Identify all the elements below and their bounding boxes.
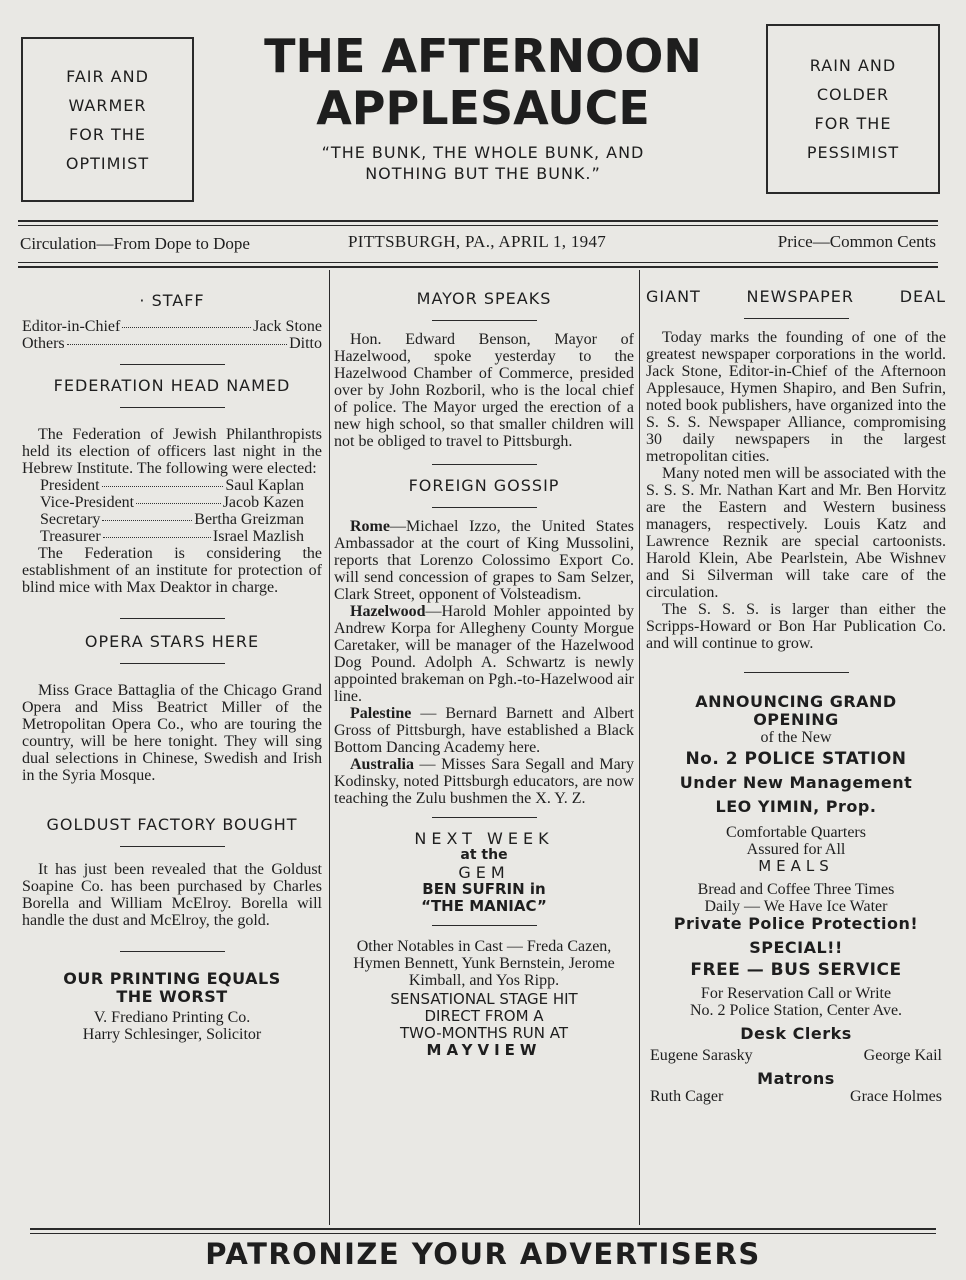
gem-hit-line2: DIRECT FROM A <box>424 1007 544 1025</box>
police-quarters-line1: Comfortable Quarters <box>726 824 866 841</box>
gem-mayview: MAYVIEW <box>426 1041 542 1059</box>
gossip-item: Rome—Michael Izzo, the United States Ambassador at the court of King Mussolini, reports that Lorenzo Colossimo Export Co. will send concession of grapes to Sam Selzer, Clark Street, opponent of Volsteadism. <box>334 518 634 603</box>
gossip-place: Palestine <box>350 705 412 722</box>
section-divider <box>120 618 225 619</box>
police-reserve-line2: No. 2 Police Station, Center Ave. <box>689 1002 903 1019</box>
officer-value: Israel Mazlish <box>212 528 304 545</box>
dateline-place-date: PITTSBURGH, PA., APRIL 1, 1947 <box>348 232 607 251</box>
officer-label: Vice-President <box>40 494 135 511</box>
gossip-text: Harold Mohler appointed by Andrew Korpa for Allegheny County Morgue Caretaker, will be manager of the Hazelwood Dog Pound. Adolph A. Schwartz is newly appointed brakeman on Pgh.-to-Hazelwood air line. <box>334 603 634 705</box>
officer-row <box>40 477 322 494</box>
section-divider <box>120 364 225 365</box>
goldust-heading: GOLDUST FACTORY BOUGHT <box>46 815 298 834</box>
weather-left-line: OPTIMIST <box>65 153 150 173</box>
police-quarters-line2: Assured for All <box>746 841 846 858</box>
printing-heading-line2: THE WORST <box>116 987 228 1006</box>
police-matrons-heading: Matrons <box>757 1069 835 1088</box>
staff-heading: · STAFF <box>139 291 205 310</box>
gem-at-the: at the <box>460 847 508 863</box>
dateline-price: Price—Common Cents <box>777 232 936 251</box>
gossip-item: Hazelwood—Harold Mohler appointed by Andrew Korpa for Allegheny County Morgue Caretaker, will be manager of the Hazelwood Dog Pound. Adolph A. Schwartz is newly appointed brakeman on Pgh.-to-Hazelwood air line. <box>334 603 634 705</box>
police-desk-row <box>646 1047 946 1064</box>
police-desk-right: George Kail <box>863 1047 942 1064</box>
newspaper-p3: The S. S. S. is larger than either the Scripps-Howard or Bon Har Publication Co. and will continue to grow. <box>646 601 946 652</box>
dateline <box>20 232 936 256</box>
newspaper-p1: Today marks the founding of one of the greatest newspaper corporations in the world. Jack Stone, Editor-in-Chief of the Afternoon Applesauce, Hymen Shapiro, and Ben Sufrin, noted book publishers, have organized into the S. S. S. Newspaper Alliance, compromising 30 daily newspapers in the largest metropolitan cities. <box>646 329 946 465</box>
section-divider <box>432 817 537 818</box>
staff-row <box>22 318 322 335</box>
rule-mid-thin <box>18 262 938 263</box>
printing-line1: V. Frediano Printing Co. <box>93 1009 251 1026</box>
gossip-place: Australia <box>350 756 414 773</box>
police-matron-left: Ruth Cager <box>650 1088 724 1105</box>
gem-hit-line1: SENSATIONAL STAGE HIT <box>390 990 578 1008</box>
weather-left-line: FAIR AND <box>66 66 149 86</box>
goldust-body: It has just been revealed that the Goldust Soapine Co. has been purchased by Charles Borella and William McElroy. Borella will handle the dust and McElroy, the gold. <box>22 861 322 929</box>
officer-row <box>40 494 322 511</box>
federation-intro: The Federation of Jewish Philanthropists held its election of officers last night in the Hebrew Institute. The following were elected: <box>22 426 322 477</box>
section-divider <box>120 407 225 408</box>
rule-bottom-thick <box>30 1228 936 1230</box>
column-3 <box>646 276 946 1105</box>
rule-bottom-thin <box>30 1233 936 1234</box>
section-divider <box>120 663 225 664</box>
section-divider <box>120 951 225 952</box>
footer-banner: PATRONIZE YOUR ADVERTISERS <box>205 1237 761 1271</box>
masthead-motto-line1: “THE BUNK, THE WHOLE BUNK, AND <box>321 143 645 162</box>
weather-right-line: FOR THE <box>814 114 892 133</box>
officer-row <box>40 528 322 545</box>
dateline-circulation: Circulation—From Dope to Dope <box>20 234 250 253</box>
rule-top-thick <box>18 220 938 222</box>
police-bread-line1: Bread and Coffee Three Times <box>697 881 895 898</box>
opera-heading: OPERA STARS HERE <box>84 632 260 651</box>
police-of-the-new: of the New <box>760 729 832 746</box>
weather-right-line: RAIN AND <box>809 56 897 75</box>
police-matrons-row <box>646 1088 946 1105</box>
staff-label: Editor-in-Chief <box>22 318 121 335</box>
rule-mid-thick <box>18 266 938 268</box>
gossip-text: Michael Izzo, the United States Ambassador at the court of King Mussolini, reports that Lorenzo Colossimo Export Co. will send concession of grapes to Sam Selzer, Clark Street, opponent of Volsteadism. <box>334 518 634 603</box>
gossip-heading: FOREIGN GOSSIP <box>408 476 560 495</box>
section-divider <box>120 846 225 847</box>
mayor-body: Hon. Edward Benson, Mayor of Hazelwood, spoke yesterday to the Hazelwood Chamber of Commerce, presided over by John Rozboril, who is the local chief of police. The Mayor urged the erection of a new high school, so that smaller children will not be obliged to travel to Pittsburgh. <box>334 331 634 450</box>
officer-label: President <box>40 477 100 494</box>
column-1 <box>22 276 322 1043</box>
newspaper-p2: Many noted men will be associated with the S. S. S. Mr. Nathan Kart and Mr. Ben Horvitz are the Eastern and Western business managers, respectively. Louis Katz and Lawrence Reznik are special cartoonists. Harold Klein, Abe Pearlstein, Abe Wishnev and Si Silverman will take care of the circulation. <box>646 465 946 601</box>
weather-box-left <box>21 37 194 202</box>
section-divider <box>432 507 537 508</box>
police-bread-line2: Daily — We Have Ice Water <box>704 898 888 915</box>
weather-left-line: WARMER <box>68 95 147 115</box>
section-divider <box>432 320 537 321</box>
officer-value: Bertha Greizman <box>194 511 304 528</box>
gem-name: GEM <box>458 863 510 882</box>
police-announce-line1: ANNOUNCING GRAND <box>695 692 897 711</box>
officer-value: Saul Kaplan <box>225 477 304 494</box>
gem-ben-line: BEN SUFRIN in <box>422 880 546 898</box>
gossip-place: Hazelwood <box>350 603 426 620</box>
police-meals: MEALS <box>758 857 834 875</box>
newspaper-heading: GIANT NEWSPAPER DEAL <box>646 287 946 306</box>
opera-body: Miss Grace Battaglia of the Chicago Grand Opera and Miss Beatrict Miller of the Metropolitan Opera Co., who are touring the country, will be here tonight. They will sing dual selections in Chinese, Swedish and Irish in the Syria Mosque. <box>22 682 322 784</box>
gem-maniac: “THE MANIAC” <box>421 897 547 915</box>
rule-top-thin <box>18 225 938 226</box>
police-management: Under New Management <box>679 773 913 792</box>
staff-row <box>22 335 322 352</box>
police-desk-left: Eugene Sarasky <box>650 1047 753 1064</box>
weather-right-line: COLDER <box>816 85 890 104</box>
weather-right-line: PESSIMIST <box>806 143 900 162</box>
federation-outro: The Federation is considering the establishment of an institute for protection of blind mice with Max Deaktor in charge. <box>22 545 322 596</box>
masthead-motto-line2: NOTHING BUT THE BUNK.” <box>365 164 601 183</box>
gossip-item: Palestine — Bernard Barnett and Albert Gross of Pittsburgh, have established a Black Bottom Dancing Academy here. <box>334 705 635 756</box>
police-protection: Private Police Protection! <box>673 914 919 933</box>
column-divider-2 <box>639 270 640 1225</box>
staff-value: Ditto <box>289 335 322 352</box>
section-divider <box>432 925 537 926</box>
police-desk-heading: Desk Clerks <box>740 1024 852 1043</box>
police-station: No. 2 POLICE STATION <box>685 749 907 769</box>
officer-label: Secretary <box>40 511 101 528</box>
printing-heading-line1: OUR PRINTING EQUALS <box>63 969 281 988</box>
section-divider <box>432 464 537 465</box>
gem-hit-line3: TWO-MONTHS RUN AT <box>400 1024 568 1042</box>
gem-next-week: NEXT WEEK <box>414 829 554 848</box>
masthead-title-line1: THE AFTERNOON <box>264 29 702 83</box>
police-announce-line2: OPENING <box>753 710 839 729</box>
officer-value: Jacob Kazen <box>222 494 304 511</box>
gossip-place: Rome <box>350 518 390 535</box>
police-bus: FREE — BUS SERVICE <box>690 960 902 980</box>
police-reserve-line1: For Reservation Call or Write <box>700 985 892 1002</box>
officer-label: Treasurer <box>40 528 101 545</box>
staff-label: Others <box>22 335 65 352</box>
police-matron-right: Grace Holmes <box>850 1088 942 1105</box>
mayor-heading: MAYOR SPEAKS <box>416 289 552 308</box>
masthead-title-line2: APPLESAUCE <box>316 81 650 135</box>
gossip-text: Misses Sara Segall and Mary Kodinsky, noted Pittsburgh educators, are now teaching the Zulu bushmen the X. Y. Z. <box>334 756 634 807</box>
police-proprietor: LEO YIMIN, Prop. <box>715 797 877 816</box>
federation-heading: FEDERATION HEAD NAMED <box>53 376 291 395</box>
column-2 <box>334 276 634 1059</box>
weather-box-right <box>766 24 940 194</box>
masthead <box>200 30 766 184</box>
officer-row <box>40 511 322 528</box>
police-special: SPECIAL!! <box>749 938 843 957</box>
printing-line2: Harry Schlesinger, Solicitor <box>82 1026 262 1043</box>
gossip-item: Australia — Misses Sara Segall and Mary Kodinsky, noted Pittsburgh educators, are now teaching the Zulu bushmen the X. Y. Z. <box>334 756 634 807</box>
staff-value: Jack Stone <box>253 318 322 335</box>
gem-notables: Other Notables in Cast — Freda Cazen, Hymen Bennett, Yunk Bernstein, Jerome Kimball, and Yos Ripp. <box>353 938 615 989</box>
section-divider <box>744 318 849 319</box>
gossip-text: Bernard Barnett and Albert Gross of Pittsburgh, have established a Black Bottom Dancing Academy here. <box>334 705 635 756</box>
column-divider-1 <box>329 270 330 1225</box>
weather-left-line: FOR THE <box>69 124 146 144</box>
section-divider <box>744 672 849 673</box>
